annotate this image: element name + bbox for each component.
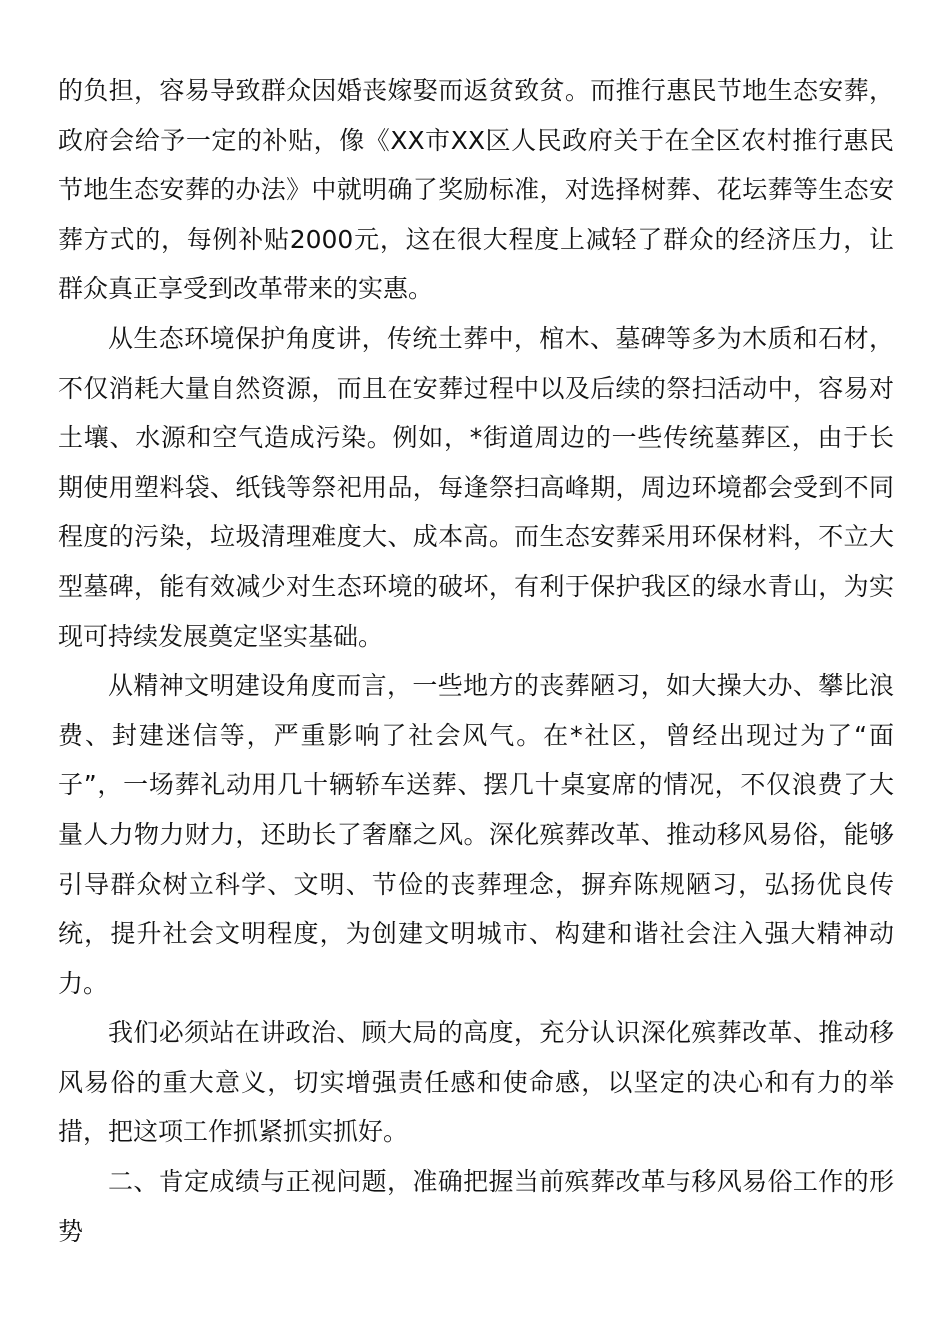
paragraph-significance: 我们必须站在讲政治、顾大局的高度，充分认识深化殡葬改革、推动移风易俗的重大意义，切实增强责任感和使命感，以坚定的决心和有力的举措，把这项工作抓紧抓实抓好。 <box>58 1018 894 1147</box>
paragraph-ecology: 从生态环境保护角度讲，传统土葬中，棺木、墓碑等多为木质和石材，不仅消耗大量自然资源，而且在安葬过程中以及后续的祭扫活动中，容易对土壤、水源和空气造成污染。例如，*街道周边的一些传统墓葬区，由于长期使用塑料袋、纸钱等祭祀用品，每逢祭扫高峰期，周边环境都会受到不同程度的污染，垃圾清理难度大、成本高。而生态安葬采用环保材料，不立大型墓碑，能有效减少对生态环境的破坏，有利于保护我区的绿水青山，为实现可持续发展奠定坚实基础。 <box>58 323 894 651</box>
document-body <box>58 66 894 1256</box>
section-heading: 二、肯定成绩与正视问题，准确把握当前殡葬改革与移风易俗工作的形势 <box>58 1167 894 1246</box>
paragraph-continuation: 的负担，容易导致群众因婚丧嫁娶而返贫致贫。而推行惠民节地生态安葬，政府会给予一定的补贴，像《XX市XX区人民政府关于在全区农村推行惠民节地生态安葬的办法》中就明确了奖励标准，对选择树葬、花坛葬等生态安葬方式的，每例补贴2000元，这在很大程度上减轻了群众的经济压力，让群众真正享受到改革带来的实惠。 <box>58 76 894 304</box>
paragraph-civilization: 从精神文明建设角度而言，一些地方的丧葬陋习，如大操大办、攀比浪费、封建迷信等，严重影响了社会风气。在*社区，曾经出现过为了“面子”，一场葬礼动用几十辆轿车送葬、摆几十桌宴席的情况，不仅浪费了大量人力物力财力，还助长了奢靡之风。深化殡葬改革、推动移风易俗，能够引导群众树立科学、文明、节俭的丧葬理念，摒弃陈规陋习，弘扬优良传统，提升社会文明程度，为创建文明城市、构建和谐社会注入强大精神动力。 <box>58 671 894 998</box>
